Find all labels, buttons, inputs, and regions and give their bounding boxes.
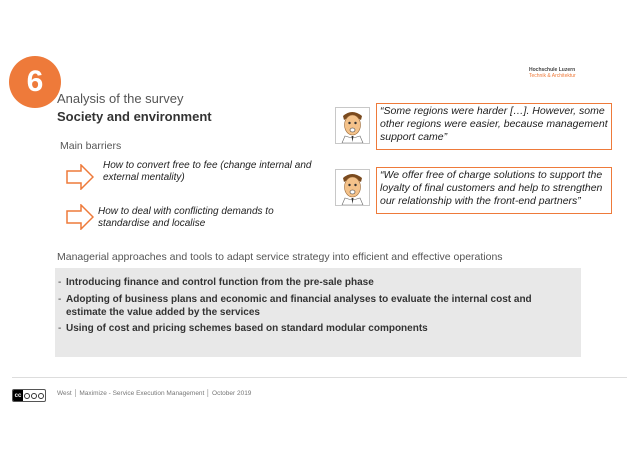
barrier-line: How to convert free to fee (change internal and xyxy=(103,160,312,171)
barrier-line: standardise and localise xyxy=(98,218,206,229)
quote-box-1 xyxy=(376,103,612,150)
quote-line: “We offer free of charge solutions to support the xyxy=(380,169,603,181)
brand-sub: Technik & Architektur xyxy=(529,73,576,79)
brand-name: Hochschule Luzern xyxy=(529,67,576,73)
bullet-item-2 xyxy=(58,293,532,319)
creative-commons-license-icon xyxy=(12,389,46,402)
bullet-item-3 xyxy=(58,322,428,335)
cc-label: cc xyxy=(13,390,23,401)
arrow-right-icon xyxy=(66,164,94,190)
person-avatar-icon xyxy=(335,107,370,144)
slide-title: Analysis of the survey xyxy=(57,91,184,106)
arrow-right-icon xyxy=(66,204,94,230)
barrier-item-1 xyxy=(103,160,311,184)
slide-number-badge: 6 xyxy=(9,56,61,108)
footer-text: West │ Maximize - Service Execution Management │ October 2019 xyxy=(57,390,252,397)
managerial-heading: Managerial approaches and tools to adapt service strategy into efficient and effective operations xyxy=(57,251,503,263)
bullet-line: Using of cost and pricing schemes based on standard modular components xyxy=(66,323,428,334)
bullet-dash: - xyxy=(58,294,62,305)
cc-nc-icon xyxy=(31,393,37,399)
university-logo xyxy=(529,67,576,79)
footer-divider xyxy=(12,377,627,378)
quote-box-2 xyxy=(376,167,612,214)
bullet-dash: - xyxy=(58,277,62,288)
quote-line: other regions were easier, because management xyxy=(380,118,608,130)
quote-line: support came” xyxy=(380,131,448,143)
slide-subtitle: Society and environment xyxy=(57,109,212,124)
bullet-line: estimate the value added by the services xyxy=(66,307,260,318)
barriers-heading: Main barriers xyxy=(60,140,122,152)
cc-by-icon xyxy=(24,393,30,399)
bullet-line: Adopting of business plans and economic and financial analyses to evaluate the internal cost and xyxy=(66,294,532,305)
barrier-line: external mentality) xyxy=(103,172,185,183)
cc-sa-icon xyxy=(38,393,44,399)
quote-line: “Some regions were harder […]. However, some xyxy=(380,105,605,117)
person-avatar-icon xyxy=(335,169,370,206)
quote-line: our relationship with the front-end partners” xyxy=(380,195,581,207)
quote-line: loyalty of final customers and help to strengthen xyxy=(380,182,603,194)
bullet-dash: - xyxy=(58,323,62,334)
bullet-item-1 xyxy=(58,276,374,289)
barrier-line: How to deal with conflicting demands to xyxy=(98,206,274,217)
barrier-item-2 xyxy=(98,206,274,230)
bullet-line: Introducing finance and control function from the pre-sale phase xyxy=(66,277,374,288)
